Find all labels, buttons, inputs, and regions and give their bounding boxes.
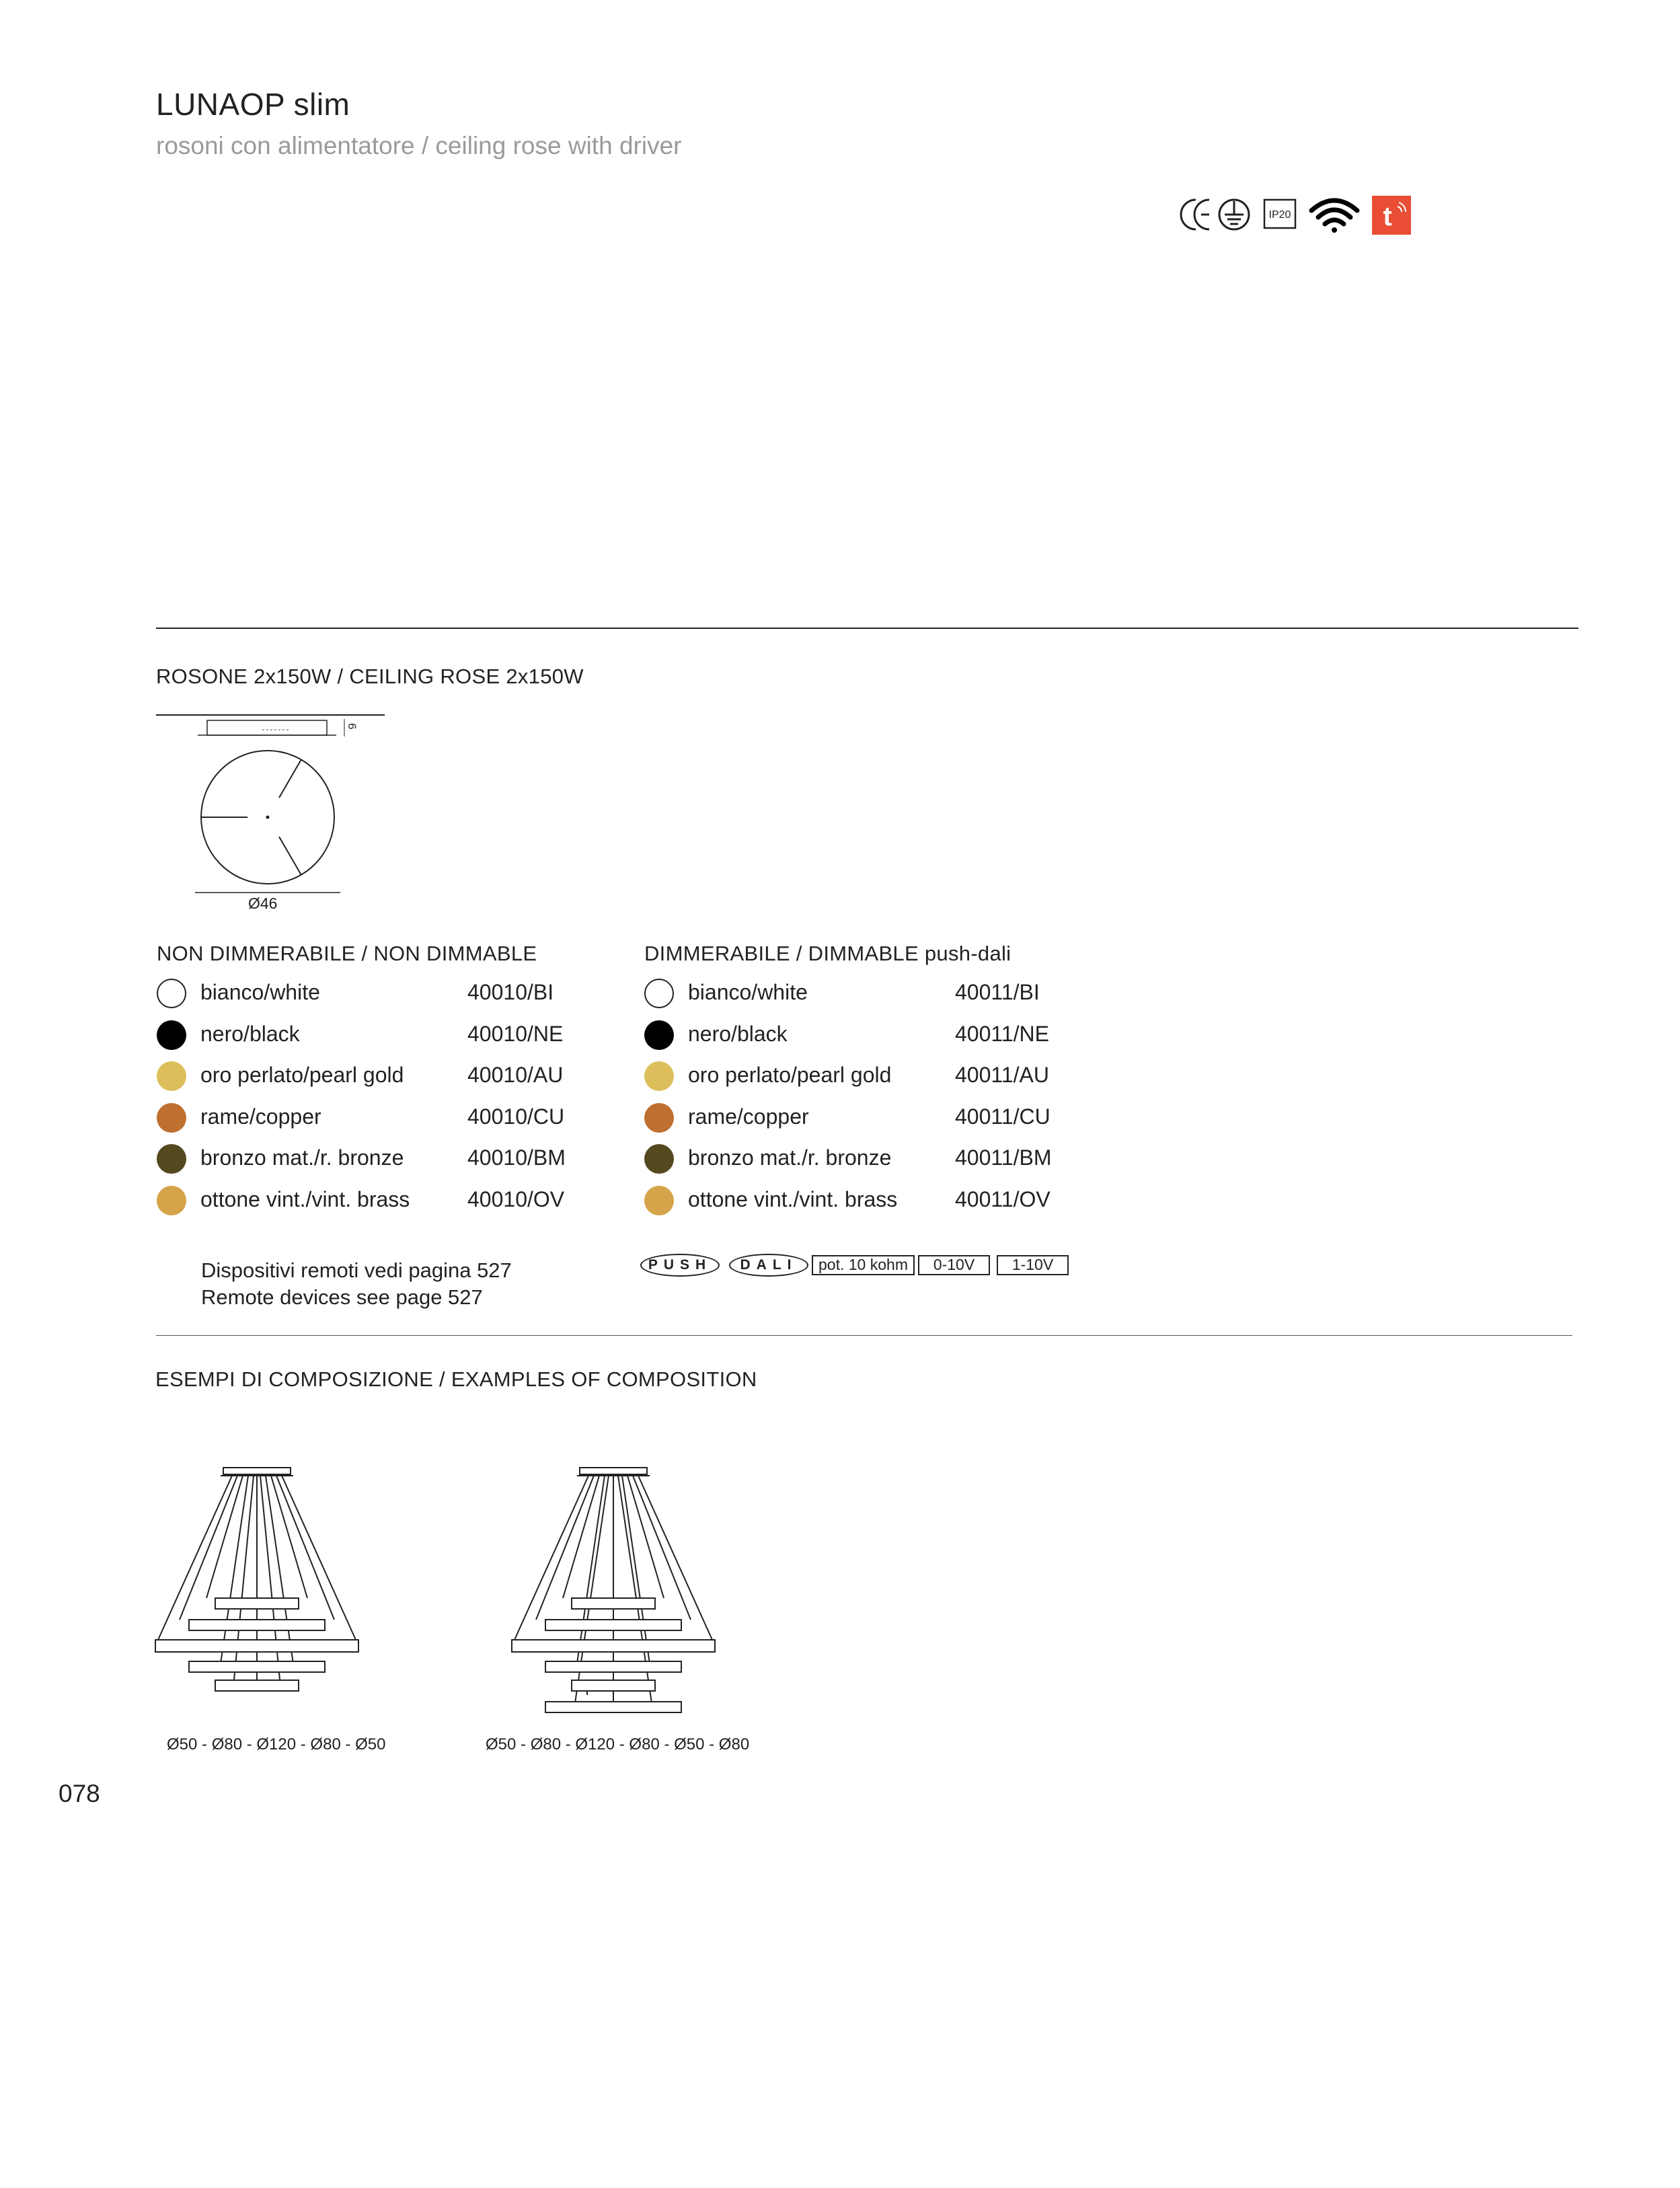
product-code: 40011/OV bbox=[955, 1186, 1051, 1211]
product-code: 40011/NE bbox=[955, 1021, 1049, 1046]
color-swatch bbox=[644, 979, 674, 1008]
dimmable-heading: DIMMERABILE / DIMMABLE push-dali bbox=[644, 942, 1011, 965]
voltage-1-10-badge: 1-10V bbox=[997, 1255, 1069, 1275]
composition-heading: ESEMPI DI COMPOSIZIONE / EXAMPLES OF COMPOSITION bbox=[155, 1367, 757, 1391]
ip20-icon bbox=[1264, 200, 1295, 228]
product-code: 40010/BI bbox=[467, 980, 554, 1004]
finish-label: nero/black bbox=[200, 1021, 300, 1046]
finish-label: oro perlato/pearl gold bbox=[200, 1063, 404, 1087]
product-code: 40010/CU bbox=[467, 1104, 565, 1129]
finish-label: rame/copper bbox=[688, 1104, 809, 1129]
finish-label: rame/copper bbox=[200, 1104, 321, 1129]
color-swatch bbox=[644, 1186, 674, 1215]
composition-caption-1: Ø50 - Ø80 - Ø120 - Ø80 - Ø50 bbox=[167, 1735, 386, 1753]
product-code: 40010/AU bbox=[467, 1063, 564, 1087]
finish-label: bronzo mat./r. bronze bbox=[200, 1145, 404, 1170]
product-subtitle: rosoni con alimentatore / ceiling rose with driver bbox=[156, 132, 682, 159]
color-swatch bbox=[644, 1103, 674, 1133]
tuya-letter: t bbox=[1383, 202, 1392, 231]
product-heading: ROSONE 2x150W / CEILING ROSE 2x150W bbox=[156, 665, 584, 688]
color-swatch bbox=[644, 1061, 674, 1091]
color-swatch bbox=[157, 1144, 186, 1174]
color-swatch bbox=[644, 1020, 674, 1050]
finish-label: bianco/white bbox=[688, 980, 808, 1004]
finish-row bbox=[157, 1144, 614, 1175]
finish-row bbox=[644, 1144, 1102, 1175]
product-code: 40010/OV bbox=[467, 1186, 565, 1211]
voltage-0-10-badge: 0-10V bbox=[918, 1255, 990, 1275]
color-swatch bbox=[644, 1144, 674, 1174]
product-code: 40010/BM bbox=[467, 1145, 566, 1170]
finish-label: nero/black bbox=[688, 1021, 788, 1046]
finish-label: ottone vint./vint. brass bbox=[688, 1186, 898, 1211]
height-dimension: 6 bbox=[346, 723, 358, 730]
diameter-dimension: Ø46 bbox=[248, 895, 278, 912]
finish-row bbox=[157, 1186, 614, 1217]
finish-label: oro perlato/pearl gold bbox=[688, 1063, 892, 1087]
finish-label: bianco/white bbox=[200, 980, 320, 1004]
color-swatch bbox=[157, 1020, 186, 1050]
non-dimmable-heading: NON DIMMERABILE / NON DIMMABLE bbox=[157, 942, 537, 965]
ip20-label: IP20 bbox=[1268, 209, 1291, 221]
finish-row bbox=[157, 979, 614, 1010]
finish-row bbox=[157, 1103, 614, 1134]
potentiometer-badge: pot. 10 kohm bbox=[812, 1255, 915, 1275]
ceiling-rose-drawing bbox=[155, 710, 390, 918]
color-swatch bbox=[157, 1061, 186, 1091]
color-swatch bbox=[157, 1103, 186, 1133]
tuya-app-icon bbox=[1372, 196, 1411, 235]
ce-mark-icon bbox=[1181, 200, 1209, 229]
section-divider-top bbox=[156, 628, 1578, 629]
composition-example-1 bbox=[151, 1466, 367, 1702]
composition-example-2 bbox=[508, 1466, 723, 1735]
finish-row bbox=[644, 1186, 1102, 1217]
finish-row bbox=[644, 979, 1102, 1010]
product-code: 40011/BI bbox=[955, 980, 1040, 1004]
product-code: 40010/NE bbox=[467, 1021, 564, 1046]
dali-badge: DALI bbox=[729, 1254, 808, 1277]
remote-devices-note-en: Remote devices see page 527 bbox=[201, 1285, 483, 1309]
finish-row bbox=[157, 1020, 614, 1051]
composition-caption-2: Ø50 - Ø80 - Ø120 - Ø80 - Ø50 - Ø80 bbox=[486, 1735, 750, 1753]
finish-label: bronzo mat./r. bronze bbox=[688, 1145, 892, 1170]
product-code: 40011/CU bbox=[955, 1104, 1051, 1129]
certification-icons bbox=[1177, 192, 1419, 239]
product-code: 40011/AU bbox=[955, 1063, 1049, 1087]
remote-devices-note bbox=[201, 1257, 512, 1311]
ground-icon bbox=[1219, 200, 1249, 229]
color-swatch bbox=[157, 979, 186, 1008]
color-swatch bbox=[157, 1186, 186, 1215]
finish-row bbox=[644, 1103, 1102, 1134]
finish-row bbox=[157, 1061, 614, 1092]
page-number: 078 bbox=[59, 1780, 100, 1807]
product-code: 40011/BM bbox=[955, 1145, 1052, 1170]
product-title: LUNAOP slim bbox=[156, 87, 350, 122]
section-divider-bottom bbox=[156, 1335, 1572, 1336]
remote-devices-note-it: Dispositivi remoti vedi pagina 527 bbox=[201, 1258, 512, 1282]
finish-row bbox=[644, 1061, 1102, 1092]
wifi-icon bbox=[1311, 200, 1357, 233]
finish-row bbox=[644, 1020, 1102, 1051]
finish-label: ottone vint./vint. brass bbox=[200, 1186, 410, 1211]
push-badge: PUSH bbox=[640, 1254, 720, 1277]
